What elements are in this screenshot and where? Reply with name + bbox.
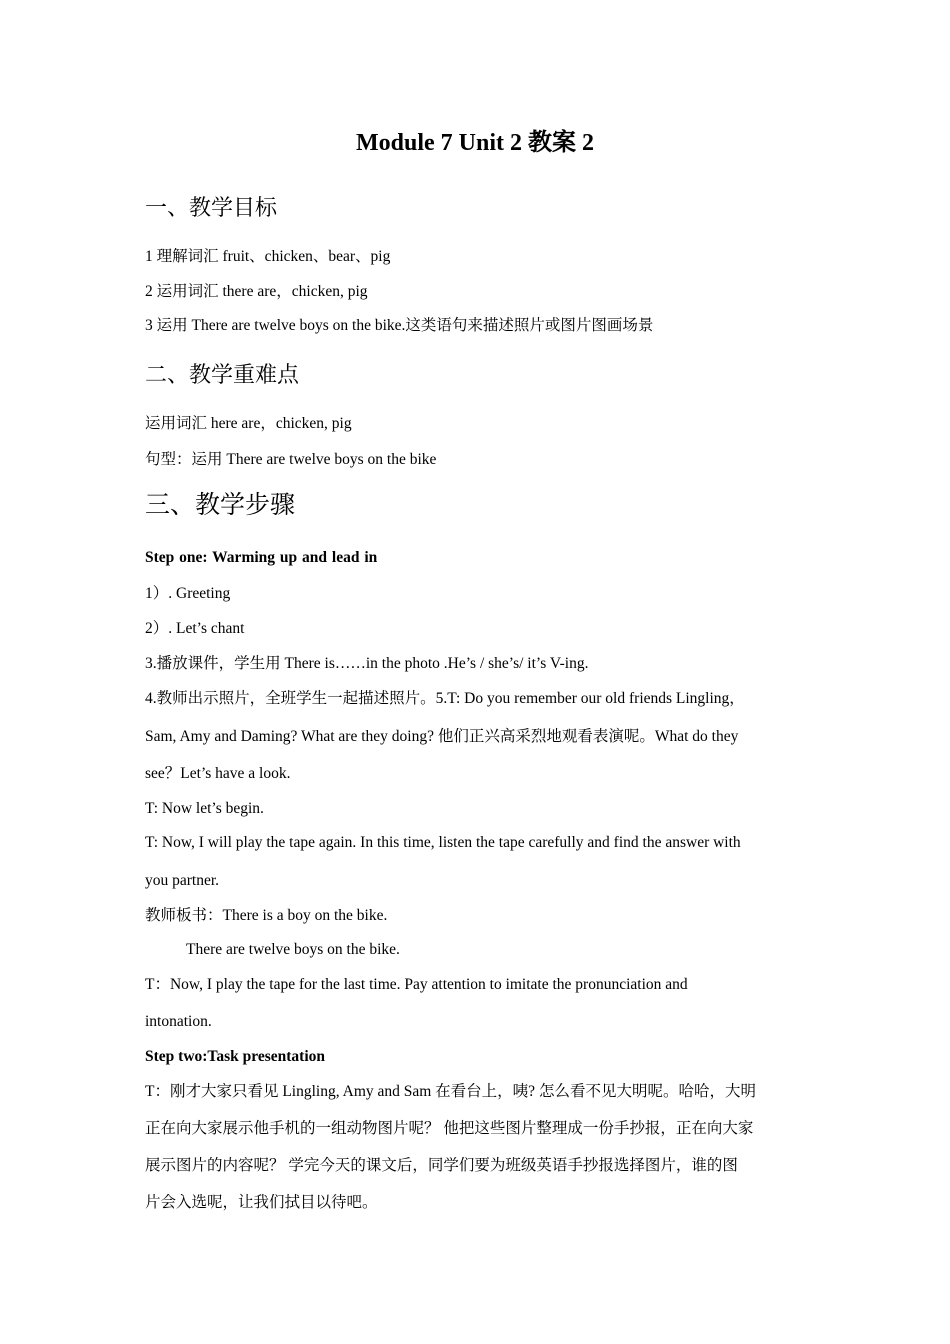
step-one-line: T：Now, I play the tape for the last time. Pay attention to imitate the pronunciation and: [145, 976, 688, 993]
objective-line-1: 1 理解词汇 fruit、chicken、bear、pig: [145, 248, 391, 265]
step-one-line: 1）. Greeting: [145, 585, 231, 602]
step-two-line: T：刚才大家只看见 Lingling, Amy and Sam 在看台上，咦? 怎么看不见大明呢。哈哈，大明: [145, 1083, 756, 1100]
step-two-line: 片会入选呢，让我们拭目以待吧。: [145, 1194, 378, 1211]
step-one-line: 3.播放课件，学生用 There is……in the photo .He’s / she’s/ it’s V-ing.: [145, 655, 589, 672]
step-two-heading: Step two:Task presentation: [145, 1048, 325, 1065]
step-two-line: 展示图片的内容呢？ 学完今天的课文后，同学们要为班级英语手抄报选择图片，谁的图: [145, 1157, 738, 1174]
step-one-line: T: Now, I will play the tape again. In this time, listen the tape carefully and find the answer with: [145, 834, 741, 851]
step-one-line: Sam, Amy and Daming? What are they doing? 他们正兴高采烈地观看表演呢。What do they: [145, 728, 739, 745]
key-point-line-2: 句型：运用 There are twelve boys on the bike: [145, 451, 437, 468]
step-one-line: intonation.: [145, 1013, 212, 1030]
section-heading-key-points: 二、教学重难点: [145, 362, 300, 387]
step-one-line: you partner.: [145, 872, 220, 889]
objective-line-2: 2 运用词汇 there are，chicken, pig: [145, 283, 368, 300]
step-one-line: see？Let’s have a look.: [145, 765, 291, 782]
objective-line-3: 3 运用 There are twelve boys on the bike.这类语句来描述照片或图片图画场景: [145, 317, 654, 334]
section-heading-objectives: 一、教学目标: [145, 195, 278, 220]
step-one-heading: Step one: Warming up and lead in: [145, 549, 378, 566]
step-one-line: 4.教师出示照片，全班学生一起描述照片。5.T: Do you remember our old friends Lingling，: [145, 690, 745, 707]
key-point-line-1: 运用词汇 here are，chicken, pig: [145, 415, 352, 432]
step-one-line: T: Now let’s begin.: [145, 800, 264, 817]
step-two-line: 正在向大家展示他手机的一组动物图片呢？ 他把这些图片整理成一份手抄报，正在向大家: [145, 1120, 754, 1137]
step-one-line: 教师板书：There is a boy on the bike.: [145, 907, 388, 924]
step-one-line: There are twelve boys on the bike.: [186, 941, 400, 958]
step-one-line: 2）. Let’s chant: [145, 620, 245, 637]
section-heading-steps: 三、教学步骤: [145, 492, 296, 519]
document-title: Module 7 Unit 2 教案 2: [355, 130, 594, 156]
